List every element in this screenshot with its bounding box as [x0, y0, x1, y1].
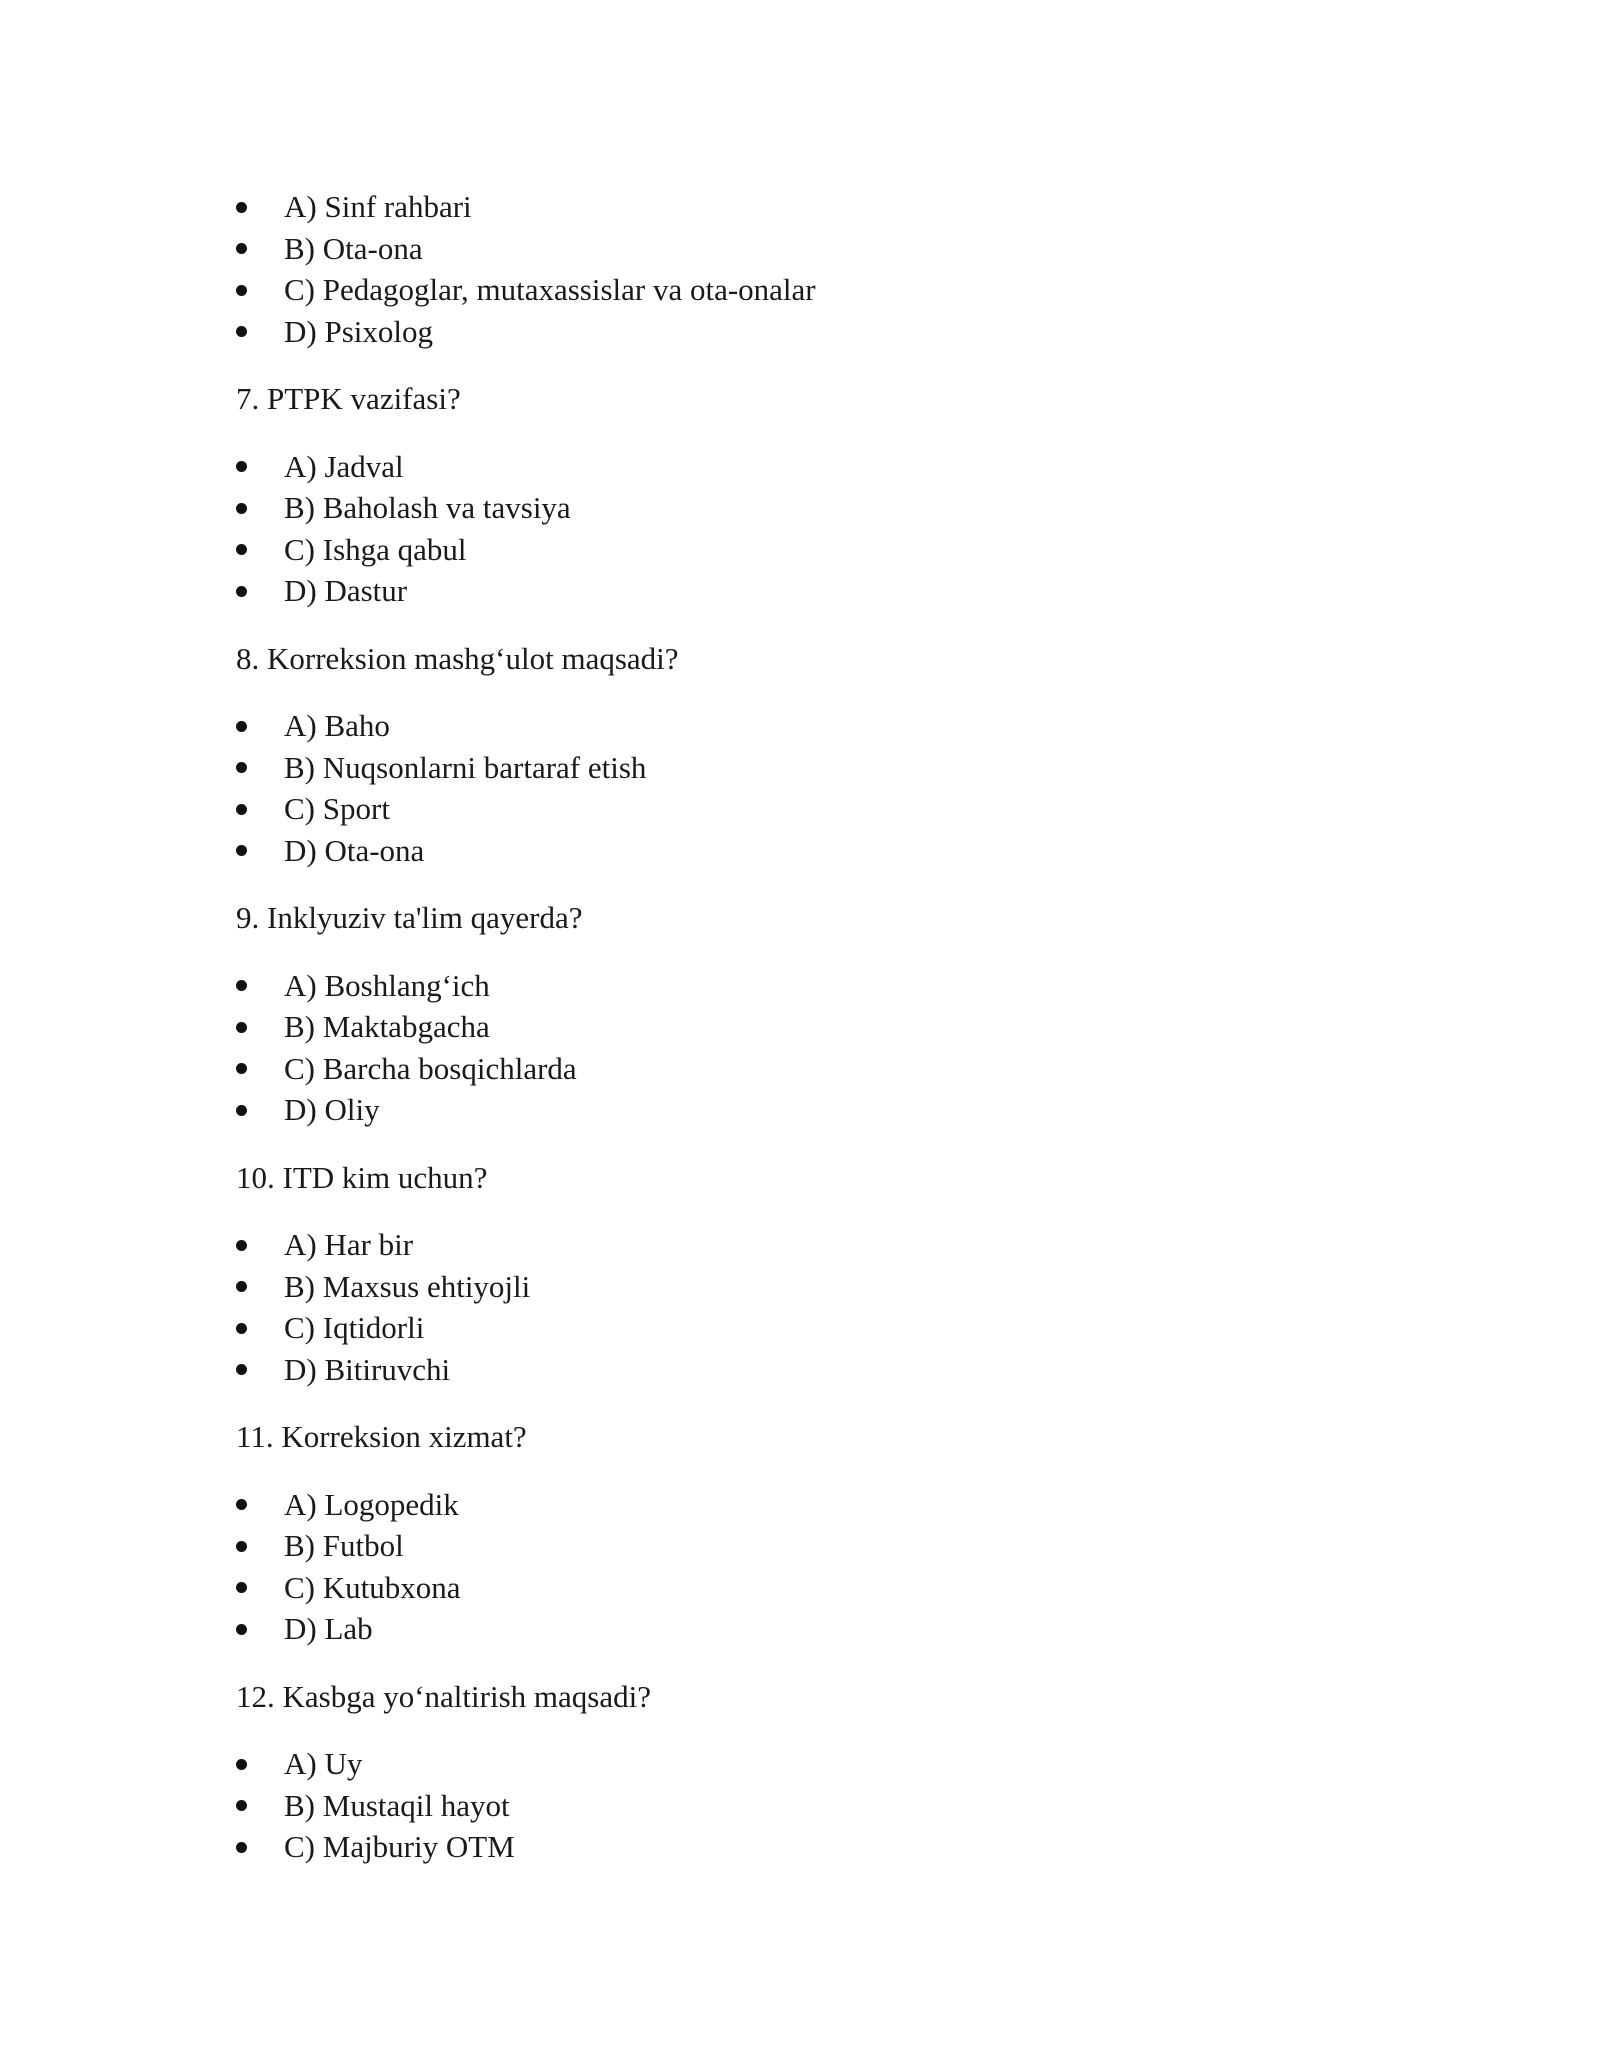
option-text: C) Kutubxona — [284, 1569, 461, 1605]
list-item — [236, 1224, 1436, 1266]
option-text: C) Pedagoglar, mutaxassislar va ota-onalar — [284, 272, 816, 307]
list-item — [236, 311, 1436, 353]
option-text: D) Psixolog — [284, 313, 433, 349]
bullet-icon — [236, 202, 247, 213]
option-list — [236, 965, 1436, 1131]
bullet-icon — [236, 1323, 247, 1334]
question-title: 11. Korreksion xizmat? — [236, 1419, 527, 1454]
list-item — [236, 830, 1436, 872]
option-text: D) Dastur — [284, 573, 408, 608]
bullet-icon — [236, 721, 247, 732]
list-item — [236, 570, 1436, 612]
list-item — [236, 1525, 1436, 1567]
option-text: C) Barcha bosqichlarda — [284, 1050, 577, 1086]
bullet-icon — [236, 544, 247, 555]
option-text: D) Bitiruvchi — [284, 1351, 451, 1387]
question-title: 12. Kasbga yo‘naltirish maqsadi? — [236, 1678, 651, 1714]
option-list — [236, 705, 1436, 871]
list-item — [236, 1089, 1436, 1131]
list-item — [236, 269, 1436, 311]
bullet-icon — [236, 762, 247, 773]
list-item — [236, 1266, 1436, 1308]
bullet-icon — [236, 1624, 247, 1635]
question-title: 10. ITD kim uchun? — [236, 1159, 488, 1195]
list-item — [236, 186, 1436, 228]
option-text: A) Sinf rahbari — [284, 189, 472, 224]
list-item — [236, 1349, 1436, 1391]
list-item — [236, 529, 1436, 571]
option-list — [236, 446, 1436, 612]
question-title: 9. Inklyuziv ta'lim qayerda? — [236, 900, 583, 935]
document-content — [236, 186, 1436, 1868]
option-text: B) Mustaqil hayot — [284, 1787, 510, 1823]
option-text: A) Jadval — [284, 448, 404, 484]
question-title: 8. Korreksion mashg‘ulot maqsadi? — [236, 640, 679, 676]
option-list — [236, 1224, 1436, 1390]
list-item — [236, 1048, 1436, 1090]
bullet-icon — [236, 1240, 247, 1251]
option-text: C) Sport — [284, 791, 390, 826]
option-text: C) Majburiy OTM — [284, 1829, 515, 1864]
bullet-icon — [236, 1759, 247, 1770]
list-item — [236, 487, 1436, 529]
option-text: D) Lab — [284, 1611, 373, 1646]
option-text: A) Uy — [284, 1746, 363, 1781]
list-item — [236, 1006, 1436, 1048]
option-text: B) Baholash va tavsiya — [284, 490, 571, 525]
option-text: A) Har bir — [284, 1227, 414, 1262]
option-text: A) Logopedik — [284, 1486, 459, 1522]
list-item — [236, 228, 1436, 270]
bullet-icon — [236, 1063, 247, 1074]
bullet-icon — [236, 1105, 247, 1116]
bullet-icon — [236, 461, 247, 472]
list-item — [236, 705, 1436, 747]
option-text: A) Boshlang‘ich — [284, 967, 490, 1003]
bullet-icon — [236, 326, 247, 337]
option-text: D) Oliy — [284, 1092, 380, 1127]
bullet-icon — [236, 845, 247, 856]
option-list — [236, 186, 1436, 352]
list-item — [236, 1567, 1436, 1609]
list-item — [236, 965, 1436, 1007]
option-text: C) Iqtidorli — [284, 1310, 425, 1345]
option-text: B) Maxsus ehtiyojli — [284, 1268, 531, 1304]
list-item — [236, 1608, 1436, 1650]
bullet-icon — [236, 1281, 247, 1292]
option-text: B) Nuqsonlarni bartaraf etish — [284, 749, 647, 785]
bullet-icon — [236, 285, 247, 296]
bullet-icon — [236, 1499, 247, 1510]
option-text: A) Baho — [284, 708, 390, 743]
bullet-icon — [236, 503, 247, 514]
bullet-icon — [236, 1800, 247, 1811]
option-list — [236, 1484, 1436, 1650]
list-item — [236, 1785, 1436, 1827]
list-item — [236, 1743, 1436, 1785]
question-title: 7. PTPK vazifasi? — [236, 381, 461, 416]
list-item — [236, 1826, 1436, 1868]
bullet-icon — [236, 586, 247, 597]
list-item — [236, 1307, 1436, 1349]
option-text: C) Ishga qabul — [284, 531, 467, 567]
bullet-icon — [236, 1364, 247, 1375]
bullet-icon — [236, 243, 247, 254]
list-item — [236, 747, 1436, 789]
option-text: D) Ota-ona — [284, 832, 425, 868]
list-item — [236, 1484, 1436, 1526]
list-item — [236, 446, 1436, 488]
bullet-icon — [236, 980, 247, 991]
bullet-icon — [236, 804, 247, 815]
bullet-icon — [236, 1541, 247, 1552]
option-text: B) Maktabgacha — [284, 1009, 490, 1044]
bullet-icon — [236, 1022, 247, 1033]
bullet-icon — [236, 1842, 247, 1853]
option-list — [236, 1743, 1436, 1868]
list-item — [236, 788, 1436, 830]
option-text: B) Futbol — [284, 1528, 404, 1563]
option-text: B) Ota-ona — [284, 230, 423, 266]
bullet-icon — [236, 1582, 247, 1593]
